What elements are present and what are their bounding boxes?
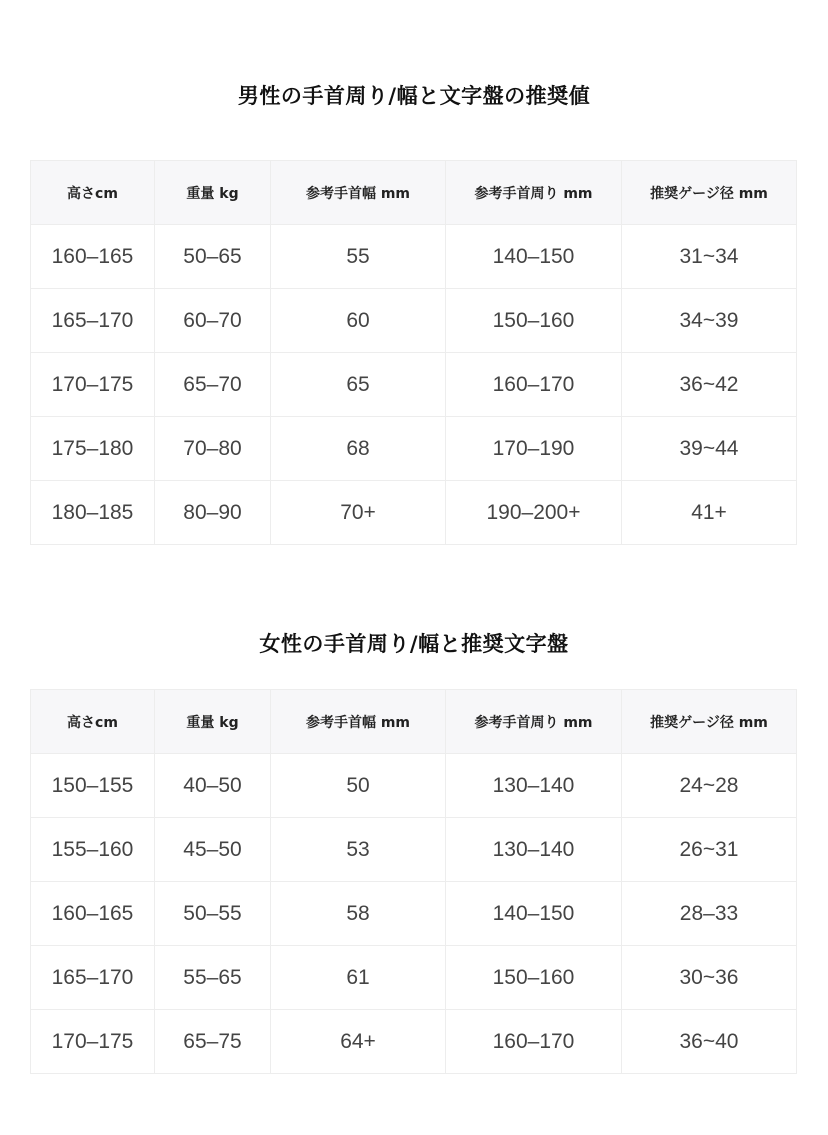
cell-dial-diameter: 30~36 [622,946,797,1010]
cell-height: 165–170 [31,289,155,353]
cell-wrist-width: 70+ [271,481,446,545]
table-row [31,946,797,1010]
cell-wrist-circumference: 130–140 [446,818,622,882]
cell-height: 170–175 [31,353,155,417]
header-wrist-width: 参考手首幅 mm [271,161,446,225]
table-header-row [31,690,797,754]
cell-weight: 80–90 [155,481,271,545]
table-row [31,225,797,289]
cell-weight: 50–55 [155,882,271,946]
cell-weight: 40–50 [155,754,271,818]
cell-height: 180–185 [31,481,155,545]
header-height: 高さcm [31,161,155,225]
cell-dial-diameter: 39~44 [622,417,797,481]
cell-weight: 65–75 [155,1010,271,1074]
cell-wrist-circumference: 160–170 [446,353,622,417]
cell-wrist-circumference: 150–160 [446,289,622,353]
cell-wrist-circumference: 130–140 [446,754,622,818]
header-weight: 重量 kg [155,161,271,225]
cell-wrist-width: 68 [271,417,446,481]
header-dial-diameter: 推奨ゲージ径 mm [622,161,797,225]
table-row [31,882,797,946]
cell-dial-diameter: 26~31 [622,818,797,882]
header-wrist-circumference: 参考手首周り mm [446,690,622,754]
cell-wrist-circumference: 140–150 [446,225,622,289]
cell-wrist-circumference: 170–190 [446,417,622,481]
cell-wrist-width: 55 [271,225,446,289]
women-size-table [30,689,797,1074]
cell-weight: 70–80 [155,417,271,481]
cell-wrist-width: 60 [271,289,446,353]
cell-dial-diameter: 31~34 [622,225,797,289]
table-header-row [31,161,797,225]
cell-wrist-circumference: 160–170 [446,1010,622,1074]
cell-wrist-width: 64+ [271,1010,446,1074]
cell-height: 175–180 [31,417,155,481]
cell-dial-diameter: 36~42 [622,353,797,417]
women-section-title: 女性の手首周り/幅と推奨文字盤 [259,632,569,656]
cell-wrist-circumference: 150–160 [446,946,622,1010]
table-row [31,353,797,417]
cell-height: 165–170 [31,946,155,1010]
cell-weight: 55–65 [155,946,271,1010]
cell-wrist-width: 53 [271,818,446,882]
men-section-title: 男性の手首周り/幅と文字盤の推奨値 [237,84,591,108]
cell-height: 170–175 [31,1010,155,1074]
header-wrist-circumference: 参考手首周り mm [446,161,622,225]
table-row [31,1010,797,1074]
table-row [31,754,797,818]
cell-weight: 45–50 [155,818,271,882]
cell-weight: 65–70 [155,353,271,417]
cell-weight: 50–65 [155,225,271,289]
cell-weight: 60–70 [155,289,271,353]
cell-wrist-width: 61 [271,946,446,1010]
table-row [31,818,797,882]
header-height: 高さcm [31,690,155,754]
cell-height: 150–155 [31,754,155,818]
cell-wrist-circumference: 190–200+ [446,481,622,545]
table-row [31,417,797,481]
cell-height: 160–165 [31,882,155,946]
men-size-table [30,160,797,545]
cell-wrist-width: 65 [271,353,446,417]
cell-dial-diameter: 24~28 [622,754,797,818]
header-weight: 重量 kg [155,690,271,754]
cell-wrist-width: 58 [271,882,446,946]
cell-height: 155–160 [31,818,155,882]
cell-dial-diameter: 28–33 [622,882,797,946]
cell-wrist-width: 50 [271,754,446,818]
cell-dial-diameter: 41+ [622,481,797,545]
cell-height: 160–165 [31,225,155,289]
cell-wrist-circumference: 140–150 [446,882,622,946]
table-row [31,481,797,545]
cell-dial-diameter: 34~39 [622,289,797,353]
header-wrist-width: 参考手首幅 mm [271,690,446,754]
header-dial-diameter: 推奨ゲージ径 mm [622,690,797,754]
table-row [31,289,797,353]
cell-dial-diameter: 36~40 [622,1010,797,1074]
